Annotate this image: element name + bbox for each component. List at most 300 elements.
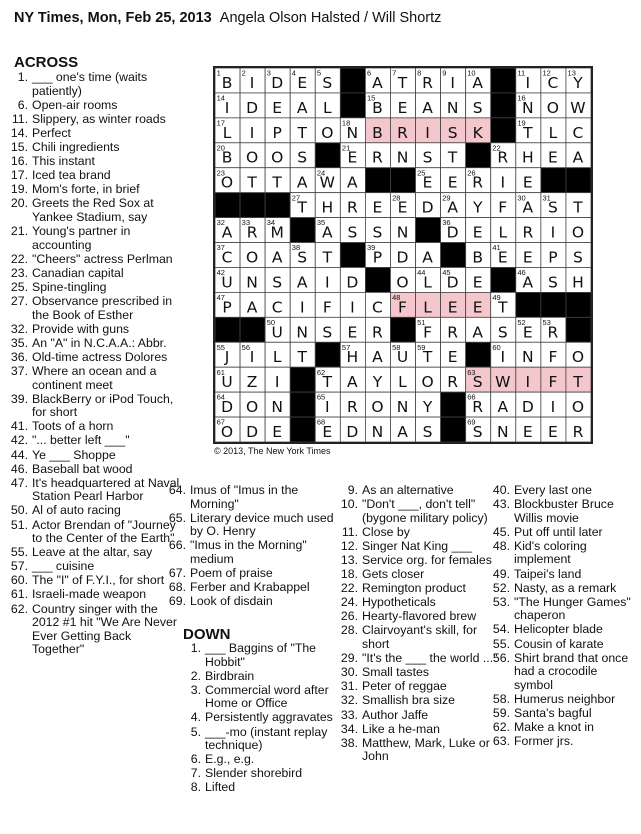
- clue-text: Smallish bra size: [362, 693, 455, 708]
- clue: [4, 323, 180, 337]
- clue-number: 8.: [190, 780, 201, 795]
- grid-block: [466, 342, 491, 367]
- cell-letter: S: [497, 323, 509, 342]
- clue: [4, 504, 180, 518]
- clue: [486, 707, 636, 721]
- clue-number: 29.: [340, 651, 358, 666]
- cell-letter: R: [346, 398, 359, 417]
- cell-letter: T: [297, 348, 308, 367]
- clue-number: 1.: [17, 70, 28, 84]
- cell-number: 12: [542, 68, 551, 78]
- cell-number: 5: [316, 68, 322, 78]
- cell-letter: T: [447, 148, 459, 167]
- cell-letter: T: [422, 348, 434, 367]
- cell-letter: A: [397, 423, 409, 442]
- clue-text: ___-mo (instant replay technique): [205, 724, 328, 753]
- cell-letter: T: [322, 248, 334, 267]
- cell-letter: K: [472, 123, 484, 142]
- cell-letter: R: [246, 223, 259, 242]
- clue-text: Lifted: [205, 780, 236, 795]
- clue-number: 69.: [168, 594, 186, 609]
- clue-text: Every last one: [514, 483, 592, 497]
- cell-letter: A: [472, 73, 485, 92]
- clue-number: 55.: [10, 545, 28, 560]
- clue-number: 31.: [340, 679, 358, 694]
- clue-number: 47.: [10, 475, 28, 490]
- cell-letter: E: [272, 98, 284, 117]
- puzzle-authors: Angela Olson Halsted / Will Shortz: [219, 10, 442, 26]
- cell-letter: L: [548, 123, 559, 142]
- cell-letter: N: [246, 273, 259, 292]
- clue-text: As an alternative: [362, 483, 454, 497]
- clue-number: 41.: [10, 419, 28, 434]
- cell-letter: D: [221, 398, 235, 417]
- clue-number: 55.: [492, 636, 510, 651]
- cell-letter: S: [573, 248, 584, 267]
- cell-letter: S: [472, 423, 484, 442]
- cell-number: 68: [316, 417, 326, 427]
- cell-letter: I: [350, 298, 356, 317]
- clue-number: 43.: [492, 497, 510, 512]
- cell-letter: C: [372, 298, 384, 317]
- clue: [334, 582, 500, 596]
- cell-letter: A: [271, 248, 284, 267]
- clue: [334, 652, 500, 666]
- clue-text: Observance prescribed in the Book of Esther: [32, 294, 173, 322]
- cell-letter: S: [447, 123, 459, 142]
- cell-letter: P: [272, 123, 283, 142]
- clue-text: Santa's bagful: [514, 706, 592, 720]
- clue-text: Old-time actress Dolores: [32, 349, 168, 364]
- clue-text: ___ cuisine: [32, 559, 95, 574]
- clue-text: Remington product: [362, 581, 466, 596]
- clue: [162, 484, 338, 511]
- cell-letter: S: [472, 373, 484, 392]
- cell-letter: O: [245, 398, 260, 417]
- cell-letter: F: [423, 323, 434, 342]
- clue-text: Spine-tingling: [32, 279, 107, 294]
- grid-block: [491, 68, 516, 93]
- cell-number: 60: [492, 342, 501, 352]
- clue: [4, 519, 180, 546]
- clue: [4, 127, 180, 141]
- clue-number: 62.: [492, 720, 510, 735]
- cell-letter: R: [472, 398, 485, 417]
- cell-letter: O: [571, 398, 586, 417]
- cell-number: 56: [241, 342, 251, 352]
- cell-number: 19: [517, 118, 526, 128]
- clue-text: Country singer with the 2012 #1 hit "We Are Never Ever Getting Back Together": [32, 601, 177, 657]
- cell-letter: I: [325, 273, 331, 292]
- grid-block: [541, 292, 566, 317]
- grid-block: [516, 292, 541, 317]
- cell-number: 26: [467, 168, 476, 178]
- clue: [4, 574, 180, 588]
- cell-letter: A: [422, 98, 434, 117]
- clue: [4, 99, 180, 113]
- clue-text: Kid's coloring implement: [514, 538, 587, 567]
- clue: [334, 680, 500, 694]
- clue-number: 1.: [190, 641, 201, 655]
- clue-text: Actor Brendan of "Journey to the Center of the Earth": [32, 517, 176, 546]
- clue-text: Al of auto racing: [32, 503, 121, 518]
- cell-letter: E: [472, 273, 484, 292]
- cell-letter: E: [372, 198, 384, 217]
- cell-letter: E: [548, 148, 559, 167]
- cell-number: 62: [316, 367, 326, 377]
- clue: [177, 684, 337, 711]
- cell-number: 20: [216, 143, 225, 153]
- clue: [4, 71, 180, 98]
- clue: [4, 141, 180, 155]
- clue-number: 20.: [10, 196, 28, 211]
- clue-text: Ye ___ Shoppe: [32, 447, 116, 462]
- clue-text: "Imus in the Morning" medium: [190, 538, 307, 566]
- clue: [4, 393, 180, 420]
- cell-letter: O: [220, 173, 235, 192]
- cell-letter: L: [322, 98, 333, 117]
- clue-number: 54.: [492, 622, 510, 637]
- cell-letter: E: [322, 423, 334, 442]
- clue-text: Singer Nat King ___: [362, 538, 473, 553]
- cell-letter: T: [297, 198, 308, 217]
- cell-letter: D: [346, 273, 360, 292]
- cell-letter: A: [497, 398, 510, 417]
- cell-letter: A: [221, 223, 234, 242]
- clue: [4, 420, 180, 434]
- clue-number: 48.: [492, 538, 510, 553]
- clue-text: Slippery, as winter roads: [32, 111, 166, 126]
- clue: [334, 498, 500, 525]
- cell-letter: H: [522, 148, 535, 167]
- cell-letter: S: [472, 98, 484, 117]
- clue: [4, 267, 180, 281]
- clue-number: 56.: [492, 650, 510, 665]
- down-heading: DOWN: [183, 626, 231, 643]
- grid-block: [340, 68, 365, 93]
- cell-letter: I: [325, 398, 331, 417]
- cell-letter: O: [245, 248, 260, 267]
- cell-number: 2: [241, 68, 246, 78]
- cell-letter: E: [472, 298, 484, 317]
- clue-number: 52.: [492, 580, 510, 595]
- cell-number: 44: [417, 268, 426, 278]
- clue-number: 18.: [340, 567, 358, 582]
- clue-text: Clairvoyant's skill, for short: [362, 623, 478, 652]
- cell-letter: O: [571, 223, 586, 242]
- cell-letter: T: [247, 173, 258, 192]
- clue: [486, 526, 636, 540]
- clue: [4, 197, 180, 224]
- down-clues-column-2: [334, 484, 500, 764]
- clue: [486, 693, 636, 707]
- clue-text: Close by: [362, 524, 410, 539]
- clue-number: 62.: [10, 601, 28, 616]
- grid-block: [491, 267, 516, 292]
- cell-letter: U: [396, 348, 410, 367]
- cell-letter: D: [396, 248, 410, 267]
- cell-number: 35: [316, 218, 326, 228]
- clue-number: 23.: [10, 265, 28, 280]
- clue-text: It's headquartered at Naval Station Pearl Harbor: [32, 475, 180, 504]
- cell-number: 21: [341, 143, 351, 153]
- cell-letter: C: [221, 248, 234, 267]
- cell-letter: A: [296, 98, 309, 117]
- clue-text: Imus of "Imus in the Morning": [190, 483, 299, 511]
- clue: [334, 540, 500, 554]
- cell-number: 50: [266, 317, 276, 327]
- cell-number: 18: [341, 118, 351, 128]
- clue-text: E.g., e.g.: [205, 752, 255, 767]
- grid-block: [240, 317, 265, 342]
- clue-text: Helicopter blade: [514, 622, 603, 637]
- cell-letter: P: [222, 298, 233, 317]
- cell-letter: A: [572, 148, 585, 167]
- grid-block: [491, 118, 516, 143]
- cell-letter: E: [447, 298, 459, 317]
- clue: [177, 767, 337, 781]
- cell-number: 55: [216, 342, 225, 352]
- cell-letter: E: [297, 73, 309, 92]
- clue-text: Make a knot in: [514, 720, 594, 735]
- cell-number: 36: [442, 218, 451, 228]
- clue-number: 11.: [11, 111, 28, 126]
- clue-text: Chili ingredients: [32, 139, 120, 154]
- cell-letter: E: [522, 423, 534, 442]
- grid-block: [491, 93, 516, 118]
- cell-number: 33: [241, 218, 251, 228]
- cell-letter: T: [397, 73, 409, 92]
- clue-number: 19.: [10, 182, 28, 197]
- clue: [162, 539, 338, 566]
- clue: [4, 183, 180, 197]
- cell-number: 31: [542, 193, 551, 203]
- cell-letter: S: [422, 148, 434, 167]
- cell-letter: L: [423, 273, 433, 292]
- cell-letter: E: [497, 248, 509, 267]
- cell-letter: E: [397, 98, 409, 117]
- clue-number: 65.: [168, 510, 186, 525]
- clue-number: 51.: [10, 517, 28, 532]
- cell-letter: T: [523, 123, 534, 142]
- cell-letter: N: [396, 148, 410, 167]
- clue-number: 5.: [190, 724, 201, 739]
- grid-block: [315, 143, 340, 168]
- clue-text: Author Jaffe: [362, 707, 429, 722]
- cell-number: 48: [392, 293, 401, 302]
- cell-letter: N: [371, 423, 385, 442]
- cell-number: 64: [216, 392, 225, 402]
- cell-letter: S: [297, 248, 309, 267]
- cell-letter: P: [372, 248, 384, 267]
- cell-number: 15: [367, 93, 376, 103]
- clue-number: 24.: [340, 595, 358, 610]
- cell-letter: F: [548, 373, 559, 392]
- clue-number: 38.: [340, 735, 358, 750]
- clue-text: Slender shorebird: [205, 766, 303, 781]
- clue-number: 49.: [492, 566, 510, 581]
- clue: [486, 582, 636, 596]
- cell-letter: T: [322, 373, 334, 392]
- cell-letter: S: [547, 273, 559, 292]
- cell-letter: U: [221, 373, 234, 392]
- cell-letter: D: [421, 198, 435, 217]
- cell-number: 37: [216, 243, 225, 253]
- clue-number: 27.: [10, 294, 28, 308]
- cell-number: 1: [216, 68, 221, 78]
- clue-text: Hearty-flavored brew: [362, 609, 477, 624]
- cell-letter: I: [224, 98, 231, 117]
- cell-letter: A: [296, 273, 309, 292]
- cell-letter: N: [271, 398, 284, 417]
- clue-text: "Don't ___, don't tell" (bygone military policy): [362, 497, 488, 525]
- clue: [4, 281, 180, 295]
- clue-number: 64.: [168, 483, 186, 497]
- clue-text: Provide with guns: [32, 321, 130, 336]
- clue-number: 12.: [340, 538, 358, 553]
- cell-letter: J: [224, 348, 231, 367]
- clue: [177, 726, 337, 753]
- cell-letter: N: [446, 98, 460, 117]
- publication-title: NY Times, Mon, Feb 25, 2013: [14, 10, 212, 26]
- clue-text: Open-air rooms: [32, 97, 118, 112]
- cell-letter: S: [297, 148, 309, 167]
- cell-letter: R: [572, 423, 585, 442]
- clue: [486, 638, 636, 652]
- clue-text: "It's the ___ the world ...": [362, 651, 498, 666]
- clue-number: 4.: [190, 710, 201, 725]
- cell-letter: B: [372, 123, 384, 142]
- clue: [4, 225, 180, 252]
- cell-letter: R: [497, 148, 510, 167]
- grid-block: [466, 143, 491, 168]
- clue-text: Put off until later: [514, 524, 603, 539]
- cell-letter: E: [397, 198, 409, 217]
- cell-letter: R: [397, 123, 409, 142]
- cell-letter: O: [571, 348, 586, 367]
- cell-letter: A: [472, 323, 485, 342]
- cell-letter: W: [570, 98, 587, 117]
- cell-number: 6: [367, 68, 372, 78]
- cell-number: 29: [442, 193, 451, 203]
- cell-letter: O: [546, 98, 561, 117]
- clue: [4, 588, 180, 602]
- across-heading: ACROSS: [14, 54, 79, 71]
- cell-number: 53: [542, 317, 551, 327]
- grid-block: [390, 168, 415, 193]
- clue-text: "The Hunger Games" chaperon: [514, 594, 631, 623]
- clue: [334, 694, 500, 708]
- crossword-grid[interactable]: [213, 66, 593, 444]
- clue-number: 14.: [10, 125, 28, 140]
- cell-letter: I: [550, 398, 557, 417]
- clue-text: Leave at the altar, say: [32, 545, 153, 560]
- cell-number: 4: [291, 68, 296, 78]
- cell-letter: D: [521, 398, 535, 417]
- clue: [334, 723, 500, 737]
- clue: [177, 642, 337, 669]
- clue: [486, 596, 636, 623]
- cell-letter: Y: [372, 373, 384, 392]
- clue-number: 22.: [10, 251, 28, 266]
- cell-letter: D: [346, 423, 360, 442]
- cell-letter: E: [548, 423, 559, 442]
- cell-letter: N: [496, 423, 510, 442]
- clue-number: 6.: [190, 752, 201, 767]
- grid-block: [290, 392, 315, 417]
- clue: [334, 596, 500, 610]
- clue: [486, 568, 636, 582]
- clue-text: Canadian capital: [32, 265, 124, 280]
- clue: [334, 610, 500, 624]
- grid-block: [340, 93, 365, 118]
- clue-number: 46.: [10, 461, 28, 476]
- cell-letter: L: [498, 223, 509, 242]
- cell-number: 24: [316, 168, 326, 178]
- clue: [177, 711, 337, 725]
- clue: [334, 737, 500, 764]
- grid-block: [315, 342, 340, 367]
- cell-letter: B: [372, 98, 384, 117]
- grid-block: [290, 417, 315, 442]
- cell-letter: W: [495, 373, 512, 392]
- clue-text: Mom's forte, in brief: [32, 182, 140, 197]
- clue-text: An "A" in N.C.A.A.: Abbr.: [32, 335, 167, 350]
- cell-letter: Y: [573, 73, 584, 92]
- cell-letter: T: [573, 198, 584, 217]
- clue-text: The "I" of F.Y.I., for short: [32, 573, 165, 588]
- clue: [4, 449, 180, 463]
- cell-letter: R: [346, 198, 359, 217]
- clue-text: Baseball bat wood: [32, 461, 133, 476]
- cell-number: 9: [442, 68, 447, 78]
- cell-letter: N: [522, 98, 535, 117]
- grid-block: [365, 267, 390, 292]
- down-clues-column-1: [177, 642, 337, 796]
- cell-number: 69: [467, 417, 476, 427]
- cell-letter: L: [272, 348, 283, 367]
- grid-block: [340, 243, 365, 268]
- clue-text: Perfect: [32, 125, 71, 140]
- clue-text: Israeli-made weapon: [32, 587, 147, 602]
- cell-letter: A: [347, 173, 359, 192]
- cell-letter: S: [322, 323, 334, 342]
- clue-number: 17.: [10, 168, 28, 183]
- clue-number: 58.: [492, 691, 510, 706]
- clue-text: Cousin of karate: [514, 636, 604, 651]
- clue: [334, 709, 500, 723]
- cell-number: 41: [492, 243, 501, 253]
- cell-letter: B: [221, 148, 234, 167]
- clue-text: Small tastes: [362, 665, 429, 680]
- cell-letter: E: [522, 323, 534, 342]
- clue-text: This instant: [32, 154, 95, 169]
- cell-number: 27: [291, 193, 301, 203]
- clue-text: Ferber and Krabappel: [190, 580, 310, 595]
- clue: [4, 337, 180, 351]
- grid-block: [541, 168, 566, 193]
- cell-letter: W: [319, 173, 336, 192]
- cell-number: 59: [417, 342, 426, 352]
- cell-letter: O: [396, 273, 410, 292]
- clue-number: 26.: [340, 609, 358, 624]
- cell-number: 42: [216, 268, 225, 278]
- grid-block: [290, 218, 315, 243]
- clue-number: 57.: [10, 559, 28, 574]
- cell-number: 58: [392, 342, 401, 352]
- cell-letter: C: [572, 123, 585, 142]
- grid-block: [441, 417, 466, 442]
